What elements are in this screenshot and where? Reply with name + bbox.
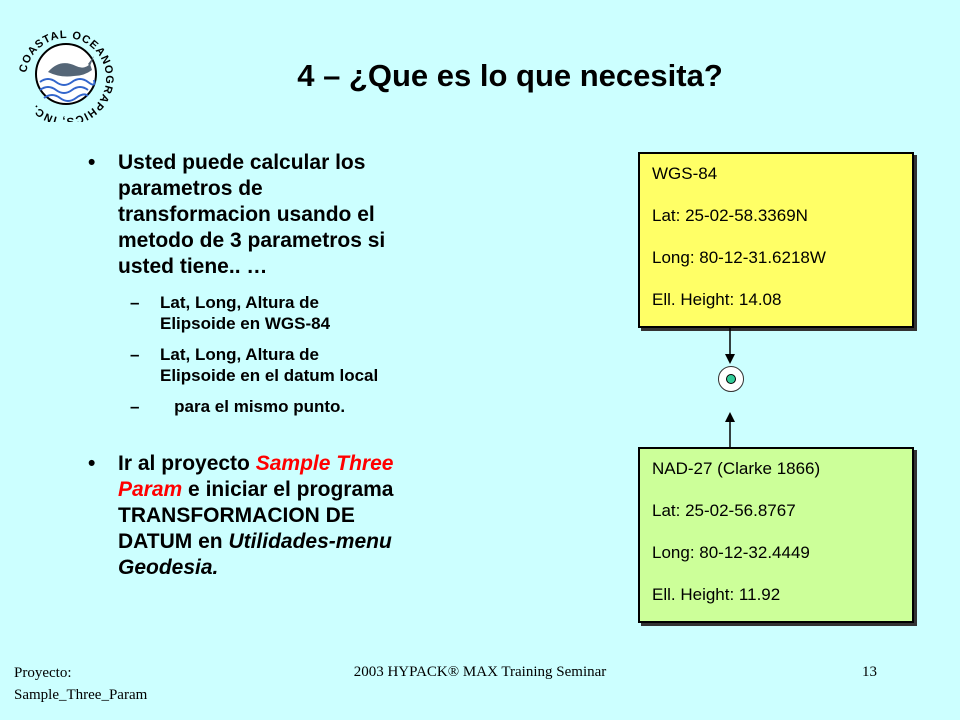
footer-project-name: Sample_Three_Param [14, 687, 148, 703]
bullet-text: metodo de 3 parametros si [118, 229, 386, 252]
bullet-text: TRANSFORMACION DE [118, 504, 355, 527]
sub-bullet-text: Elipsoide en el datum local [160, 366, 379, 385]
menu-path-text: Utilidades-menu [228, 530, 392, 553]
datum-name: NAD-27 (Clarke 1866) [652, 459, 821, 478]
footer-project-label: Proyecto: [14, 665, 72, 681]
sub-bullet-dash: – [130, 345, 140, 364]
footer-seminar: 2003 HYPACK® MAX Training Seminar [353, 664, 607, 680]
sub-bullet-text: Lat, Long, Altura de [160, 345, 319, 364]
page-title: 4 – ¿Que es lo que necesita? [297, 58, 723, 93]
common-point-icon [718, 366, 744, 392]
project-name-highlight: Sample Three [255, 452, 394, 475]
bullet-dot: • [88, 151, 96, 174]
bullet-item [88, 451, 508, 581]
bullet-item [88, 150, 508, 280]
sub-bullet-item [88, 292, 508, 334]
logo-ring-text: COASTAL OCEANOGRAPHICS, INC. [17, 28, 116, 122]
wgs84-coordinates-box [638, 152, 914, 328]
sub-bullet-item [88, 396, 508, 417]
sub-bullet-text: Lat, Long, Altura de [160, 293, 319, 312]
bullet-text: Ir al proyecto [118, 452, 256, 475]
ellipsoid-height-value: Ell. Height: 14.08 [652, 290, 782, 309]
sub-bullet-text: para el mismo punto. [160, 397, 346, 416]
bullet-dot: • [88, 452, 96, 475]
bullet-text: usted tiene.. … [118, 255, 268, 278]
menu-path-text: Geodesia. [118, 556, 219, 579]
bullet-text: transformacion usando el [118, 203, 375, 226]
company-logo [10, 20, 122, 122]
longitude-value: Long: 80-12-31.6218W [652, 248, 826, 267]
bullet-text: DATUM en [118, 530, 229, 553]
bullet-text: Usted puede calcular los [118, 151, 366, 174]
bullet-text: e iniciar el programa [182, 478, 394, 501]
datum-name: WGS-84 [652, 164, 718, 183]
project-name-highlight: Param [118, 478, 183, 501]
ellipsoid-height-value: Ell. Height: 11.92 [652, 585, 781, 604]
bullet-list [88, 150, 508, 581]
latitude-value: Lat: 25-02-56.8767 [652, 501, 796, 520]
sub-bullet-item [88, 344, 508, 386]
nad27-coordinates-box [638, 447, 914, 623]
sub-bullet-text: Elipsoide en WGS-84 [160, 314, 331, 333]
sub-bullet-dash: – [130, 293, 140, 312]
longitude-value: Long: 80-12-32.4449 [652, 543, 810, 562]
arrow-down-icon [720, 326, 740, 366]
sub-bullet-dash: – [130, 397, 140, 416]
bullet-text: parametros de [118, 177, 263, 200]
arrow-up-icon [720, 412, 740, 448]
target-center-icon [726, 374, 736, 384]
latitude-value: Lat: 25-02-58.3369N [652, 206, 808, 225]
page-number: 13 [862, 664, 877, 680]
